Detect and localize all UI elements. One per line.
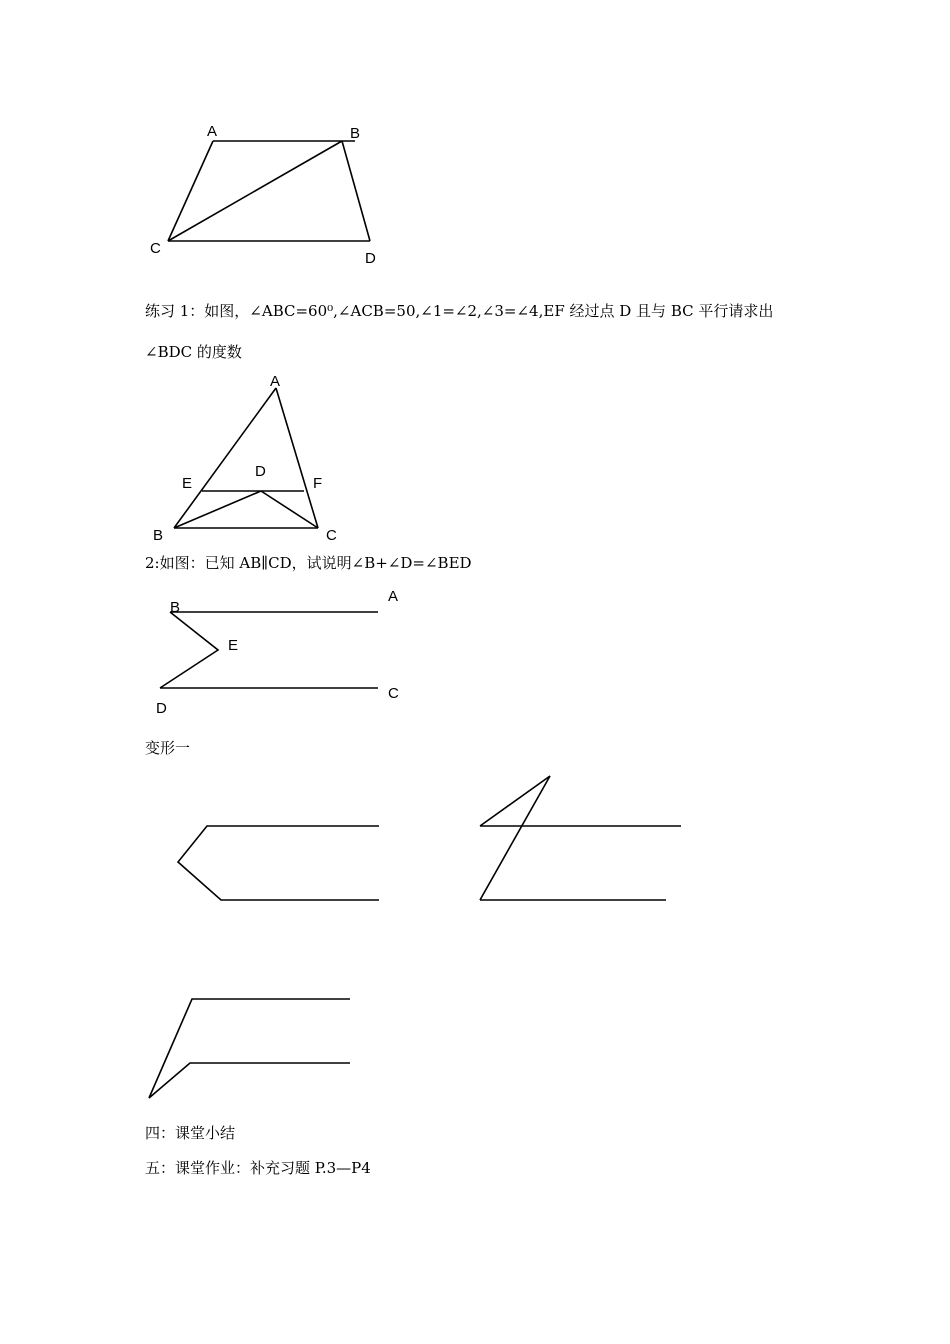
label-e: E — [228, 637, 239, 654]
segment-bc — [168, 141, 342, 241]
label-b: B — [170, 599, 181, 616]
label-c: C — [150, 240, 161, 257]
segment-dc — [261, 491, 318, 528]
crossing-zigzag — [480, 776, 550, 900]
label-c: C — [326, 527, 337, 544]
zigzag-bed — [160, 612, 218, 688]
figure-trapezoid — [140, 120, 400, 270]
label-b: B — [153, 527, 164, 544]
variant-figure-2 — [470, 765, 690, 910]
exercise2-text: 2:如图：已知 AB∥CD，试说明∠B+∠D=∠BED — [145, 554, 472, 572]
summary-heading: 四：课堂小结 — [145, 1124, 236, 1142]
exercise1-line2: ∠BDC 的度数 — [145, 343, 242, 361]
label-a: A — [388, 588, 399, 605]
label-d: D — [365, 250, 376, 267]
bent-line-1 — [178, 826, 379, 900]
label-e: E — [182, 475, 193, 492]
label-f: F — [313, 475, 323, 492]
bent-line-3 — [149, 999, 350, 1098]
figure-parallel-zigzag — [140, 580, 410, 720]
segment-ac — [168, 141, 213, 241]
label-c: C — [388, 685, 399, 702]
variant-title: 变形一 — [145, 739, 191, 757]
segment-ac — [276, 388, 318, 528]
variant-figure-3 — [140, 990, 360, 1110]
label-a: A — [270, 373, 281, 390]
label-b: B — [350, 125, 361, 142]
label-d: D — [156, 700, 167, 717]
figure-triangle — [140, 370, 370, 550]
variant-figure-1 — [170, 815, 385, 910]
exercise1-line1: 练习 1：如图，∠ABC=60⁰,∠ACB=50,∠1=∠2,∠3=∠4,EF 经过点 D 且与 BC 平行请求出 — [145, 302, 774, 320]
label-a: A — [207, 123, 218, 140]
segment-bd — [342, 141, 370, 241]
label-d: D — [255, 463, 266, 480]
homework-heading: 五：课堂作业：补充习题 P.3—P4 — [145, 1159, 371, 1177]
